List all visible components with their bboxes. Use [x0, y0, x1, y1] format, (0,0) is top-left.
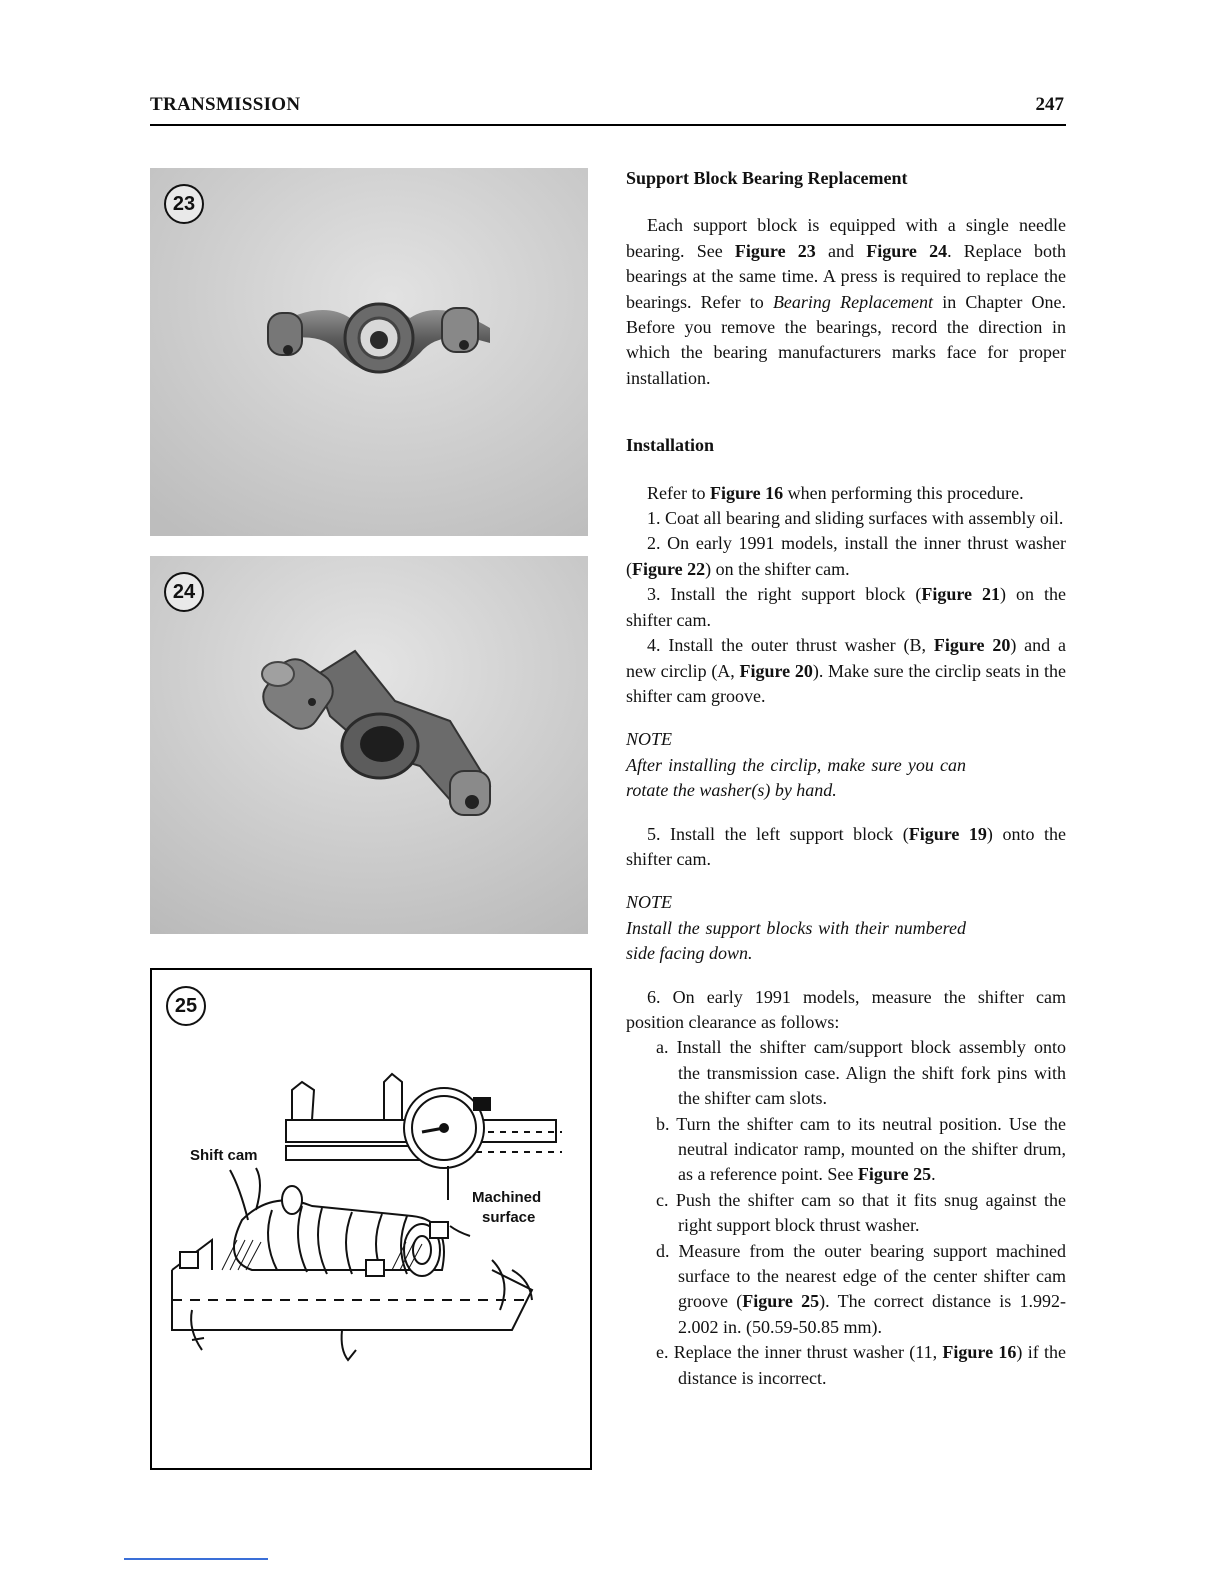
- step-6: 6. On early 1991 models, measure the shifter cam position clearance as follows:: [626, 986, 1066, 1032]
- support-block-photo-23: [150, 168, 588, 536]
- label-shift-cam: Shift cam: [190, 1147, 258, 1164]
- text-column: [626, 166, 1066, 1391]
- substep-c: c. Push the shifter cam so that it fits snug against the right support block thrust washer.: [656, 1189, 1066, 1236]
- figure-23-photo: [150, 168, 588, 536]
- page-header: [150, 92, 1066, 126]
- heading-installation: Installation: [626, 435, 715, 456]
- substep-a: a. Install the shifter cam/support block assembly onto the transmission case. Align the shift fork pins with the shifter cam slots.: [656, 1037, 1066, 1109]
- support-block-photo-24: [150, 556, 588, 934]
- note-2-body: Install the support blocks with their numbered side facing down.: [626, 917, 966, 964]
- figure-24-photo: [150, 556, 588, 934]
- step-3: 3. Install the right support block (Figure 21) on the shifter cam.: [626, 584, 1067, 630]
- figure-number-badge: 24: [164, 572, 204, 612]
- label-machined-surface-2: surface: [482, 1209, 536, 1226]
- step-2: 2. On early 1991 models, install the inner thrust washer (Figure 22) on the shifter cam.: [626, 533, 1066, 579]
- figure-25-diagram: [150, 968, 592, 1470]
- step-5: 5. Install the left support block (Figure 19) onto the shifter cam.: [626, 823, 1066, 869]
- substep-b: b. Turn the shifter cam to its neutral position. Use the neutral indicator ramp, mounted on the shifter drum, as a reference point. See Figure 25.: [656, 1113, 1066, 1185]
- step-4: 4. Install the outer thrust washer (B, Figure 20) and a new circlip (A, Figure 20). Make sure the circlip seats in the shifter cam groove.: [626, 635, 1066, 706]
- section-title: TRANSMISSION: [150, 94, 301, 115]
- substep-d: d. Measure from the outer bearing support machined surface to the nearest edge of the center shifter cam groove (Figure 25). The correct distance is 1.992-2.002 in. (50.59-50.85 mm).: [656, 1240, 1066, 1337]
- figure-number-badge: 25: [166, 986, 206, 1026]
- note-1-body: After installing the circlip, make sure you can rotate the washer(s) by hand.: [626, 754, 966, 801]
- note-2-heading: NOTE: [626, 892, 673, 913]
- paragraph-support-block: Each support block is equipped with a single needle bearing. See Figure 23 and Figure 24. Replace both bearings at the same time. A press is required to replace the bearings. Refer to Bearing Replacement in Chapter One. Before you remove the bearings, record the direction in which the bearing manufacturers marks face for proper installation.: [626, 215, 1066, 388]
- page-number: 247: [1035, 94, 1064, 115]
- heading-support-block: Support Block Bearing Replacement: [626, 168, 908, 188]
- footer-rule: [124, 1558, 268, 1560]
- step-1: 1. Coat all bearing and sliding surfaces with assembly oil.: [647, 508, 1064, 529]
- paragraph-installation: Refer to Figure 16 when performing this procedure.: [647, 482, 1024, 503]
- label-machined-surface-1: Machined: [472, 1189, 542, 1206]
- note-1-heading: NOTE: [626, 729, 673, 750]
- substep-e: e. Replace the inner thrust washer (11, Figure 16) if the distance is incorrect.: [656, 1342, 1067, 1388]
- figure-number-badge: 23: [164, 184, 204, 224]
